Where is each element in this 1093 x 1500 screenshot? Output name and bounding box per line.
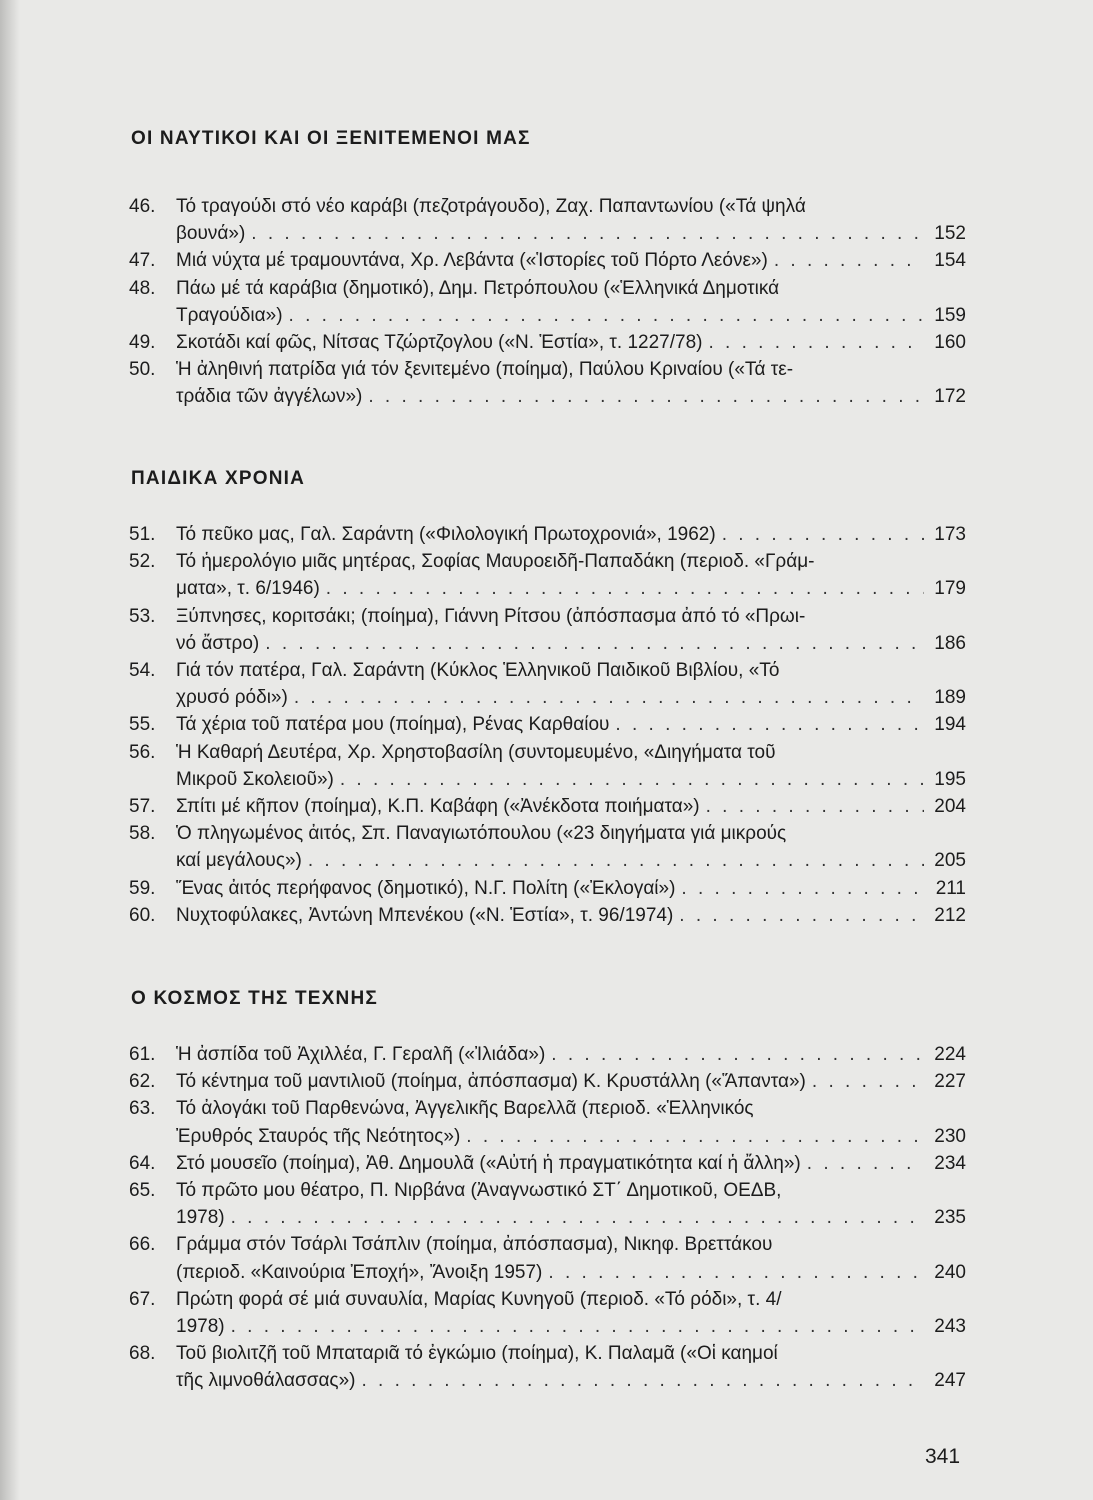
toc-entry-text: Πρώτη φορά σέ μιά συναυλία, Μαρίας Κυνηγοῦ (περιοδ. «Τό ρόδι», τ. 4/ xyxy=(176,1288,782,1310)
toc-entry-text: Ἡ Καθαρή Δευτέρα, Χρ. Χρηστοβασίλη (συντομευμένο, «Διηγήματα τοῦ xyxy=(176,741,776,763)
toc-entry-number: 49. xyxy=(129,332,156,354)
toc-entry-page: 235 xyxy=(934,1207,966,1229)
toc-entry-number: 68. xyxy=(129,1343,156,1365)
dot-leader xyxy=(308,847,924,874)
toc-entry-page: 179 xyxy=(934,578,966,600)
dot-leader xyxy=(812,1068,924,1095)
toc-entry-text: Σπίτι μέ κῆπον (ποίημα), Κ.Π. Καβάφη («Ἀνέκδοτα ποιήματα») xyxy=(176,796,700,818)
toc-entry-line xyxy=(176,356,966,383)
toc-entry xyxy=(129,521,966,548)
toc-entry xyxy=(129,1177,966,1231)
toc-entry-number: 56. xyxy=(129,741,156,763)
dot-leader xyxy=(289,302,924,329)
toc-entry-text: Γιά τόν πατέρα, Γαλ. Σαράντη (Κύκλος Ἑλληνικοῦ Παιδικοῦ Βιβλίου, «Τό xyxy=(176,660,780,682)
toc-entry-page: 243 xyxy=(934,1316,966,1338)
toc-entry xyxy=(129,275,966,329)
toc-entry-page: 230 xyxy=(934,1125,966,1147)
toc-section-art xyxy=(129,1041,966,1395)
toc-entry-text: βουνά») xyxy=(176,223,246,245)
toc-entry-number: 63. xyxy=(129,1098,156,1120)
toc-entry xyxy=(129,1286,966,1340)
toc-entry-text: Τοῦ βιολιτζῆ τοῦ Μπαταριᾶ τό ἐγκώμιο (ποίημα), Κ. Παλαμᾶ («Οἱ καημοί xyxy=(176,1343,778,1365)
dot-leader xyxy=(548,1259,924,1286)
toc-entry-number: 53. xyxy=(129,605,156,627)
toc-entry xyxy=(129,1041,966,1068)
dot-leader xyxy=(231,1204,924,1231)
dot-leader xyxy=(681,875,924,902)
toc-entry-number: 54. xyxy=(129,660,156,682)
toc-entry xyxy=(129,793,966,820)
toc-entry-text: Τά χέρια τοῦ πατέρα μου (ποίημα), Ρένας Καρθαίου xyxy=(176,714,610,736)
toc-entry-text: Τό ἀλογάκι τοῦ Παρθενώνα, Ἀγγελικῆς Βαρελλᾶ (περιοδ. «Ἑλληνικός xyxy=(176,1098,754,1120)
toc-entry-text: Ἕνας ἀιτός περήφανος (δημοτικό), Ν.Γ. Πολίτη («Ἐκλογαί») xyxy=(176,877,676,899)
toc-entry-text: Μικροῦ Σκολειοῦ») xyxy=(176,768,334,790)
toc-entry-line xyxy=(176,521,966,548)
toc-entry-text: Τραγούδια») xyxy=(176,304,283,326)
toc-entry-line xyxy=(176,847,966,874)
toc-entry-text: Σκοτάδι καί φῶς, Νίτσας Τζώρτζογλου («Ν. Ἑστία», τ. 1227/78) xyxy=(176,332,703,354)
toc-entry-line xyxy=(176,302,966,329)
toc-entry-page: 240 xyxy=(934,1261,966,1283)
toc-entry-text: Πάω μέ τά καράβια (δημοτικό), Δημ. Πετρόπουλου («Ἑλληνικά Δημοτικά xyxy=(176,277,780,299)
toc-entry-text: Στό μουσεῖο (ποίημα), Ἀθ. Δημουλᾶ («Αὐτή ἡ πραγματικότητα καί ἡ ἄλλη») xyxy=(176,1152,801,1174)
dot-leader xyxy=(340,766,924,793)
toc-entry-line xyxy=(176,657,966,684)
toc-entry xyxy=(129,1150,966,1177)
toc-entry xyxy=(129,247,966,274)
toc-entry-number: 47. xyxy=(129,250,156,272)
toc-entry-text: Τό κέντημα τοῦ μαντιλιοῦ (ποίημα, ἀπόσπασμα) Κ. Κρυστάλλη («Ἅπαντα») xyxy=(176,1071,806,1093)
toc-entry-text: Μιά νύχτα μέ τραμουντάνα, Χρ. Λεβάντα («Ἱστορίες τοῦ Πόρτο Λεόνε») xyxy=(176,250,768,272)
toc-entry-line xyxy=(176,630,966,657)
toc-entry-page: 211 xyxy=(935,877,966,899)
toc-entry-line xyxy=(176,193,966,220)
toc-entry-number: 55. xyxy=(129,714,156,736)
toc-entry-line xyxy=(176,1095,966,1122)
section-title-art: Ο ΚΟΣΜΟΣ ΤΗΣ ΤΕΧΝΗΣ xyxy=(131,988,378,1009)
toc-entry-line xyxy=(176,329,966,356)
toc-entry-line xyxy=(176,220,966,247)
toc-entry-number: 64. xyxy=(129,1152,156,1174)
toc-entry-line xyxy=(176,875,966,902)
toc-entry-line xyxy=(176,1231,966,1258)
toc-entry-line xyxy=(176,1150,966,1177)
toc-entry xyxy=(129,820,966,874)
toc-entry-line xyxy=(176,275,966,302)
toc-entry-page: 205 xyxy=(934,850,966,872)
toc-entry-page: 189 xyxy=(934,687,966,709)
toc-entry-text: Ἡ ἀσπίδα τοῦ Ἀχιλλέα, Γ. Γεραλῆ («Ἰλιάδα») xyxy=(176,1044,546,1065)
toc-entry xyxy=(129,603,966,657)
dot-leader xyxy=(615,711,924,738)
dot-leader xyxy=(294,684,924,711)
toc-entry-line xyxy=(176,575,966,602)
dot-leader xyxy=(265,630,924,657)
toc-entry-number: 52. xyxy=(129,551,156,573)
toc-entry-page: 172 xyxy=(934,386,966,408)
page-number: 341 xyxy=(925,1445,961,1468)
toc-entry-line xyxy=(176,739,966,766)
toc-entry-line xyxy=(176,548,966,575)
toc-entry-number: 60. xyxy=(129,904,156,926)
toc-entry-line xyxy=(176,247,966,274)
toc-entry xyxy=(129,1068,966,1095)
toc-entry-page: 173 xyxy=(934,524,966,545)
toc-entry-text: χρυσό ρόδι») xyxy=(176,687,288,709)
toc-entry-line xyxy=(176,1340,966,1367)
dot-leader xyxy=(326,575,924,602)
toc-entry xyxy=(129,875,966,902)
toc-entry-line xyxy=(176,1041,966,1068)
toc-entry-text: Ἐρυθρός Σταυρός τῆς Νεότητος») xyxy=(176,1125,461,1147)
toc-entry-line xyxy=(176,1313,966,1340)
toc-entry-line xyxy=(176,1259,966,1286)
toc-entry-number: 50. xyxy=(129,359,156,381)
toc-entry-number: 67. xyxy=(129,1288,156,1310)
dot-leader xyxy=(722,521,924,548)
toc-entry xyxy=(129,329,966,356)
dot-leader xyxy=(709,329,925,356)
section-title-childhood: ΠΑΙΔΙΚΑ ΧΡΟΝΙΑ xyxy=(131,468,306,489)
toc-entry xyxy=(129,193,966,247)
toc-entry-text: Τό τραγούδι στό νέο καράβι (πεζοτράγουδο), Ζαχ. Παπαντωνίου («Τά ψηλά xyxy=(176,196,806,217)
toc-entry-line xyxy=(176,711,966,738)
toc-entry-page: 152 xyxy=(934,223,966,245)
toc-entry xyxy=(129,739,966,793)
toc-entry-number: 48. xyxy=(129,277,156,299)
toc-entry-line xyxy=(176,793,966,820)
dot-leader xyxy=(679,902,924,929)
dot-leader xyxy=(368,383,924,410)
toc-entry-page: 204 xyxy=(934,796,966,818)
toc-entry-line xyxy=(176,1177,966,1204)
toc-entry-line xyxy=(176,1068,966,1095)
toc-entry-line xyxy=(176,684,966,711)
toc-entry-line xyxy=(176,902,966,929)
dot-leader xyxy=(807,1150,924,1177)
toc-entry-page: 224 xyxy=(934,1044,966,1065)
dot-leader xyxy=(466,1123,924,1150)
toc-entry-page: 186 xyxy=(934,632,966,654)
toc-entry-line xyxy=(176,1367,966,1394)
toc-entry-text: Τό πρῶτο μου θέατρο, Π. Νιρβάνα (Ἀναγνωστικό ΣΤ΄ Δημοτικοῦ, ΟΕΔΒ, xyxy=(176,1180,782,1202)
toc-entry xyxy=(129,1231,966,1285)
toc-entry-line xyxy=(176,1123,966,1150)
toc-entry-line xyxy=(176,383,966,410)
toc-entry-text: Τό ἡμερολόγιο μιᾶς μητέρας, Σοφίας Μαυροειδῆ-Παπαδάκη (περιοδ. «Γράμ- xyxy=(176,551,815,573)
toc-entry-text: (περιοδ. «Καινούρια Ἐποχή», Ἄνοιξη 1957) xyxy=(176,1261,543,1283)
toc-entry-text: τράδια τῶν ἀγγέλων») xyxy=(176,386,363,408)
toc-entry xyxy=(129,548,966,602)
toc-entry-number: 65. xyxy=(129,1180,156,1202)
toc-entry xyxy=(129,1340,966,1394)
toc-entry-text: νό ἄστρο) xyxy=(176,632,260,654)
toc-entry-number: 51. xyxy=(129,524,156,545)
dot-leader xyxy=(231,1313,924,1340)
dot-leader xyxy=(551,1041,924,1068)
toc-entry-line xyxy=(176,820,966,847)
toc-entry-line xyxy=(176,603,966,630)
toc-entry xyxy=(129,711,966,738)
toc-entry-text: 1978) xyxy=(176,1207,225,1229)
toc-entry-page: 195 xyxy=(934,768,966,790)
toc-entry-line xyxy=(176,1286,966,1313)
toc-entry-line xyxy=(176,766,966,793)
section-title-sailors: ΟΙ ΝΑΥΤΙΚΟΙ ΚΑΙ ΟΙ ΞΕΝΙΤΕΜΕΝΟΙ ΜΑΣ xyxy=(131,128,531,149)
toc-entry-text: Ὁ πληγωμένος ἀιτός, Σπ. Παναγιωτόπουλου («23 διηγήματα γιά μικρούς xyxy=(176,823,787,845)
toc-entry-text: Νυχτοφύλακες, Ἀντώνη Μπενέκου («Ν. Ἑστία», τ. 96/1974) xyxy=(176,904,674,926)
toc-entry-text: καί μεγάλους») xyxy=(176,850,302,872)
toc-entry xyxy=(129,1095,966,1149)
toc-entry-page: 247 xyxy=(934,1370,966,1392)
dot-leader xyxy=(706,793,924,820)
toc-section-sailors xyxy=(129,193,966,411)
toc-entry-text: Γράμμα στόν Τσάρλι Τσάπλιν (ποίημα, ἀπόσπασμα), Νικηφ. Βρεττάκου xyxy=(176,1234,773,1256)
toc-entry xyxy=(129,657,966,711)
toc-entry xyxy=(129,902,966,929)
toc-entry-number: 61. xyxy=(129,1044,156,1065)
toc-entry-text: Ξύπνησες, κοριτσάκι; (ποίημα), Γιάννη Ρίτσου (ἀπόσπασμα ἀπό τό «Πρωι- xyxy=(176,605,806,627)
toc-entry-text: ματα», τ. 6/1946) xyxy=(176,578,320,600)
toc-entry-number: 58. xyxy=(129,823,156,845)
dot-leader xyxy=(774,247,924,274)
toc-section-childhood xyxy=(129,521,966,929)
toc-entry-number: 66. xyxy=(129,1234,156,1256)
toc-entry-text: Ἡ ἀληθινή πατρίδα γιά τόν ξενιτεμένο (ποίημα), Παύλου Κριναίου («Τά τε- xyxy=(176,359,794,381)
toc-entry-page: 154 xyxy=(934,250,966,272)
toc-entry-number: 57. xyxy=(129,796,156,818)
toc-entry-text: Τό πεῦκο μας, Γαλ. Σαράντη («Φιλολογική Πρωτοχρονιά», 1962) xyxy=(176,524,716,545)
toc-entry xyxy=(129,356,966,410)
dot-leader xyxy=(251,220,924,247)
dot-leader xyxy=(361,1367,924,1394)
toc-entry-page: 160 xyxy=(934,332,966,354)
toc-entry-number: 62. xyxy=(129,1071,156,1093)
toc-entry-page: 227 xyxy=(934,1071,966,1093)
toc-entry-text: 1978) xyxy=(176,1316,225,1338)
toc-entry-line xyxy=(176,1204,966,1231)
toc-entry-page: 212 xyxy=(934,904,966,926)
toc-entry-page: 194 xyxy=(934,714,966,736)
toc-entry-page: 159 xyxy=(934,304,966,326)
toc-entry-text: τῆς λιμνοθάλασσας») xyxy=(176,1370,356,1392)
toc-entry-page: 234 xyxy=(934,1152,966,1174)
toc-entry-number: 46. xyxy=(129,196,156,217)
page-spine-shadow xyxy=(0,0,20,1500)
toc-entry-number: 59. xyxy=(129,877,156,899)
